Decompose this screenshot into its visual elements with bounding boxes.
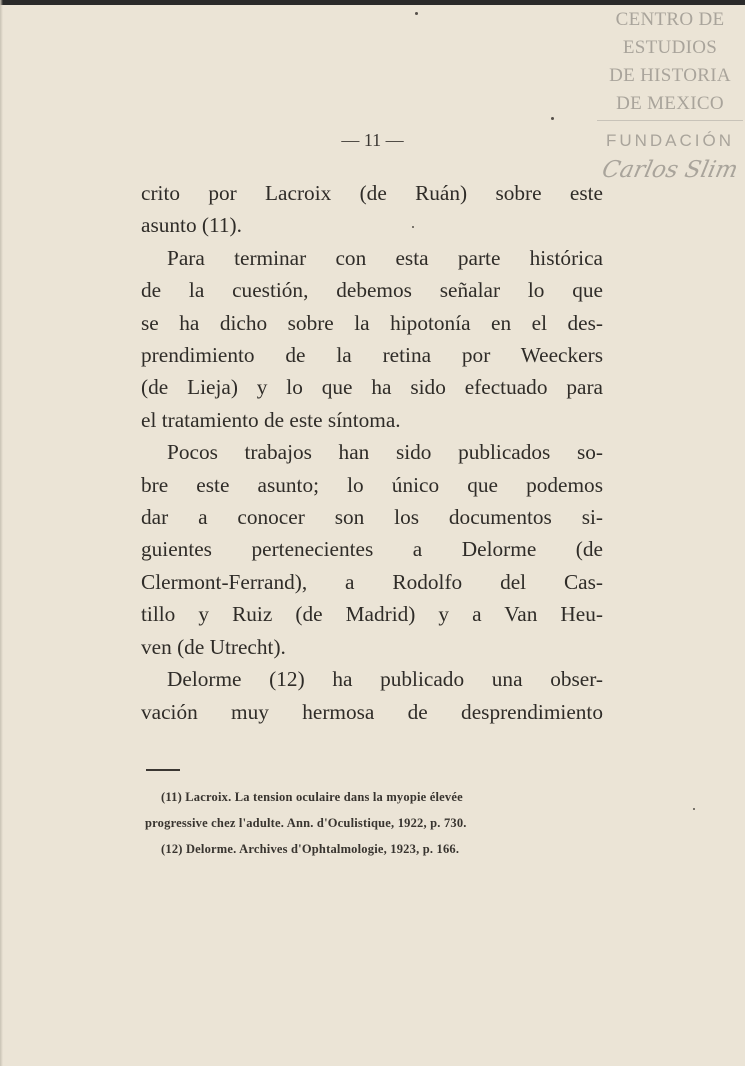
scan-left-edge [0, 0, 3, 1066]
text-line: el tratamiento de este síntoma. [141, 407, 401, 432]
watermark-line: CENTRO DE [615, 9, 725, 30]
text-line: crito por Lacroix (de Ruán) sobre este [141, 181, 603, 205]
text-line: se ha dicho sobre la hipotonía en el des- [141, 310, 603, 335]
text-line: asunto (11). [141, 213, 242, 238]
text-line: tillo y Ruiz (de Madrid) y a Van Heu- [141, 602, 603, 627]
text-line: bre este asunto; lo único que podemos [141, 472, 603, 497]
text-line: prendimiento de la retina por Weeckers [141, 343, 603, 368]
text-line: Pocos trabajos han sido publicados so- [167, 440, 603, 465]
text-line: (de Lieja) y lo que ha sido efectuado para [141, 375, 603, 400]
footnote-line: (12) Delorme. Archives d'Ophtalmologie, 1923, p. 166. [161, 842, 460, 856]
scan-top-edge [0, 0, 745, 5]
watermark-foundation: FUNDACIÓN [605, 131, 735, 150]
footnote-separator [146, 769, 180, 771]
watermark-line: DE MEXICO [616, 93, 724, 114]
text-line: de la cuestión, debemos señalar lo que [141, 278, 603, 303]
body-text [141, 177, 603, 728]
text-line: vación muy hermosa de desprendimiento [141, 699, 603, 724]
watermark-line: ESTUDIOS [622, 37, 718, 58]
footnote-line: (11) Lacroix. La tension oculaire dans la myopie élevée [161, 790, 463, 804]
watermark-line: DE HISTORIA [609, 65, 731, 86]
text-line: guientes pertenecientes a Delorme (de [141, 537, 603, 562]
scan-speck [693, 808, 695, 810]
text-line: Delorme (12) ha publicado una obser- [167, 667, 603, 692]
scan-speck [412, 226, 414, 228]
text-line: Para terminar con esta parte histórica [167, 245, 603, 270]
page-number: — 11 — [341, 130, 404, 150]
footnote-line: progressive chez l'adulte. Ann. d'Oculistique, 1922, p. 730. [145, 816, 467, 830]
watermark-divider [597, 120, 743, 121]
text-line: dar a conocer son los documentos si- [141, 505, 603, 530]
institution-watermark [597, 6, 743, 185]
text-line: Clermont-Ferrand), a Rodolfo del Cas- [141, 569, 603, 594]
text-line: ven (de Utrecht). [141, 634, 286, 659]
scan-speck [415, 12, 418, 15]
footnotes [145, 784, 605, 862]
scan-speck [551, 117, 554, 120]
watermark-signature: Carlos Slim [599, 157, 741, 183]
